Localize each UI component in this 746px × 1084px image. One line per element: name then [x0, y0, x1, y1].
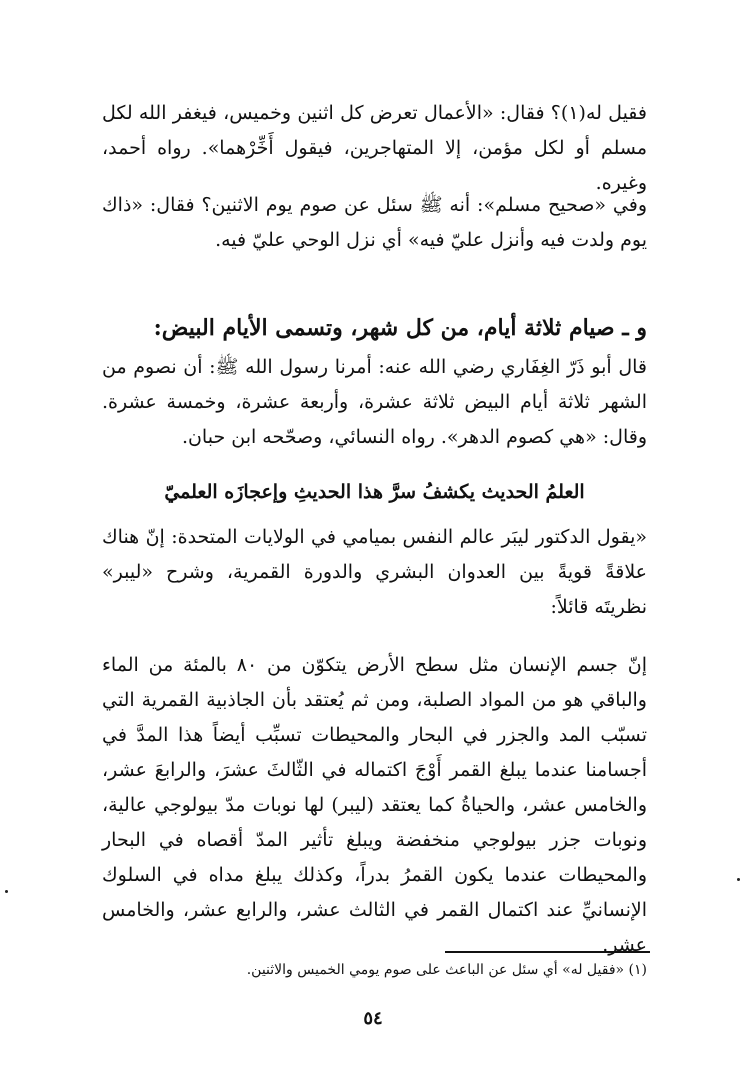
paragraph-monday-fasting: وفي «صحيح مسلم»: أنه ﷺ سئل عن صوم يوم الاثنين؟ فقال: «ذاك يوم ولدت فيه وأنزل عليّ فيه» أي نزل الوحي عليّ فيه. [102, 194, 647, 251]
margin-mark-dot [5, 890, 8, 893]
paragraph-abu-dharr: قال أبو ذَرّ الغِفَاري رضي الله عنه: أمرنا رسول الله ﷺ: أن نصوم من الشهر ثلاثة أيام البيض ثلاثة عشرة، وأربعة عشرة، وخمسة عشرة. وقال: «هي كصوم الدهر». رواه النسائي، وصحّحه ابن حبان. [102, 356, 647, 448]
paragraph-dr-lieber: «يقول الدكتور ليبَر عالم النفس بميامي في الولايات المتحدة: إنّ هناك علاقةً قويةً بين العدوان البشري والدورة القمرية، وشرح «ليبر» نظريتَه قائلاً: [102, 526, 647, 618]
paragraph-lunar-theory: إنّ جسم الإنسان مثل سطح الأرض يتكوّن من ٨٠ بالمئة من الماء والباقي هو من المواد الصلبة، ومن ثم يُعتقد بأن الجاذبية القمرية التي تسبّب المد والجزر في البحار والمحيطات تسبِّب أيضاً هذا المدَّ في أجسامنا عندما يبلغ القمر أَوْجَ اكتماله في الثّالثَ عشرَ، والرابعَ عشر، والخامس عشر، والحياةُ كما يعتقد (ليبر) لها نوبات مدّ بيولوجي عالية، ونوبات جزر بيولوجي منخفضة ويبلغ تأثير المدّ أقصاه في البحار والمحيطات عندما يكون القمرُ بدراً، وكذلك يبلغ مداه في السلوك الإنسانيِّ عند اكتمال القمر في الثالث عشر، والرابع عشر، والخامس عشر. [102, 654, 647, 956]
page-number: ٥٤ [363, 1008, 383, 1029]
margin-mark-dot [737, 878, 740, 881]
paragraph-hadith-deeds: فقيل له(١)؟ فقال: «الأعمال تعرض كل اثنين وخميس، فيغفر الله لكل مسلم أو لكل مؤمن، إلا المتهاجرين، فيقول أَخِّرْهما». رواه أحمد، وغيره. [102, 102, 647, 194]
section-heading-white-days: و ـ صيام ثلاثة أيام، من كل شهر، وتسمى الأيام البيض: [153, 315, 647, 341]
section-heading-modern-science: العلمُ الحديث يكشفُ سرَّ هذا الحديثِ وإعجازَه العلميّ [164, 481, 585, 503]
footnote: (١) «فقيل له» أي سئل عن الباعث على صوم يومي الخميس والاثنين. [246, 962, 647, 978]
footnote-divider [445, 951, 650, 953]
